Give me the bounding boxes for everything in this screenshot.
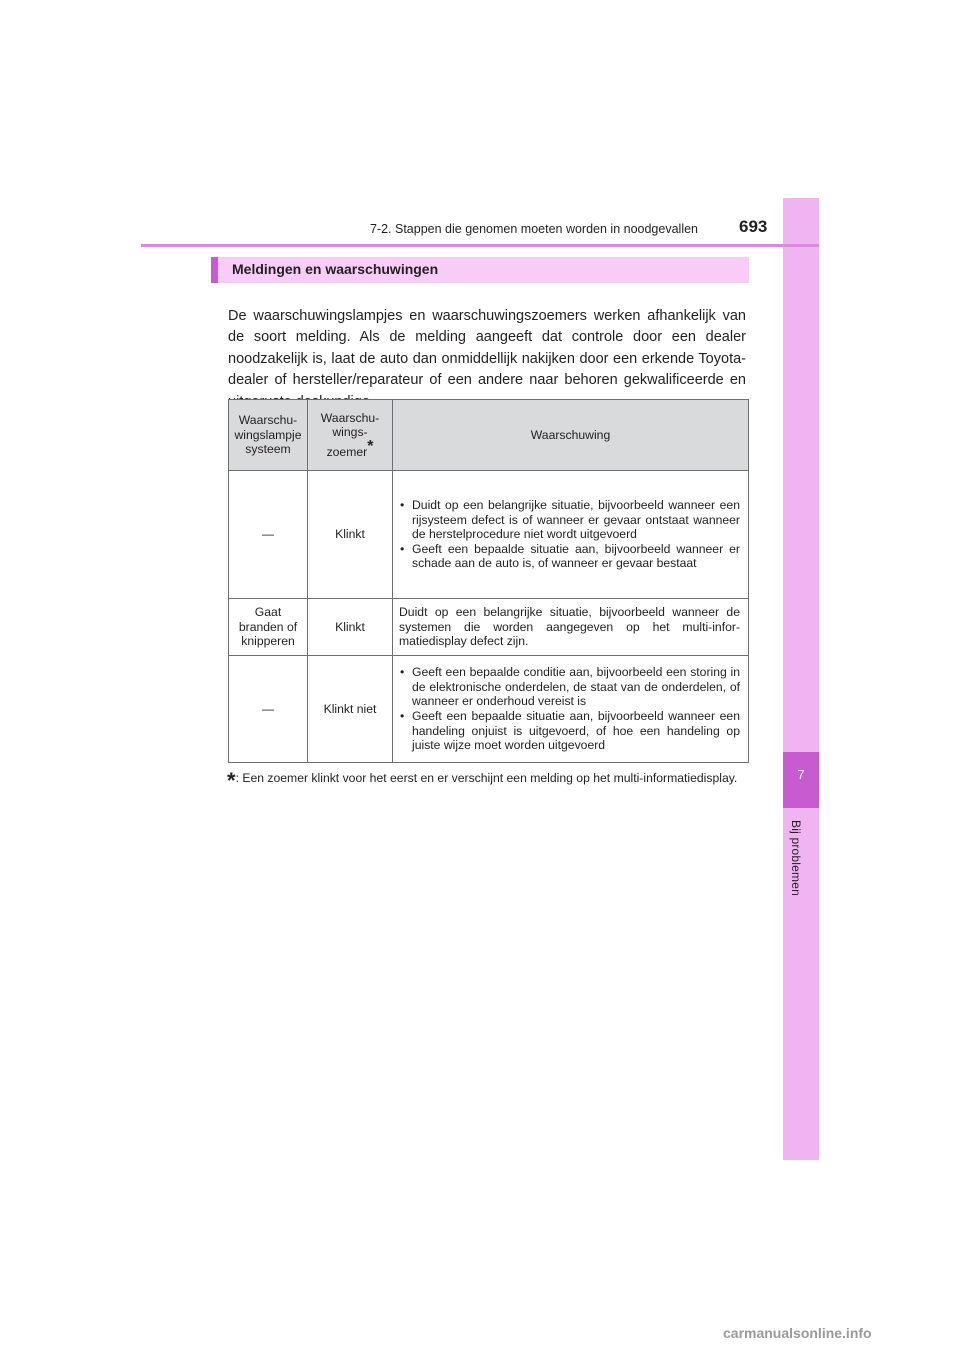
row1-bullet-1: • Duidt op een belangrijke situatie, bijvoorbeeld wanneer een rijsysteem defect is of wanneer er gevaar ontstaat wanneer de herstelprocedure niet wordt uitgevoerd [399, 498, 740, 542]
page-number: 693 [739, 217, 768, 236]
intro-paragraph: De waarschuwingslampjes en waarschuwingszoemers werken afhankelijk van de soort melding. Als de melding aangeeft dat controle door een dealer noodzakelijk is, laat de auto dan onmiddellijk nakijken door een erkende Toyota-dealer of hersteller/reparateur of een andere naar behoren gekwalificeerde en [228, 307, 746, 388]
section-title: Meldingen en waarschuwingen [232, 261, 439, 277]
chapter-number: 7 [797, 767, 805, 782]
warning-table [228, 399, 749, 763]
header-buzzer-footnote-mark: * [367, 437, 374, 455]
table-row [229, 656, 749, 763]
row3-buzzer: Klinkt niet [308, 656, 393, 763]
row3-bullet-2: • Geeft een bepaalde situatie aan, bijvoorbeeld wanneer een handeling onjuist is uitgevoerd, of hoe een handeling op juiste wijze moet worden uitgevoerd [399, 709, 740, 753]
row1-bullet-2: • Geeft een bepaalde situatie aan, bijvoorbeeld wanneer er schade aan de auto is, of wanneer er gevaar bestaat [399, 542, 740, 571]
section-heading-bar [211, 257, 749, 283]
footnote-mark: * [227, 768, 236, 793]
row2-warning: Duidt op een belangrijke situatie, bijvoorbeeld wanneer de systemen die worden aangegeven op het multi-informatiedisplay defect zijn. [393, 599, 749, 656]
watermark: carmanualsonline.info [723, 1325, 872, 1341]
footnote [227, 768, 747, 793]
header-warning: Waarschuwing [393, 400, 749, 471]
table-header-row [229, 400, 749, 471]
chapter-label: Bij problemen [789, 820, 803, 896]
header-lamp: Waarschuwingslampje systeem [229, 400, 308, 471]
row2-buzzer: Klinkt [308, 599, 393, 656]
row2-lamp: Gaat branden of knipperen [229, 599, 308, 656]
header-buzzer [308, 400, 393, 471]
running-header: 7-2. Stappen die genomen moeten worden in noodgevallen [369, 222, 698, 236]
footnote-text: : Een zoemer klinkt voor het eerst en er verschijnt een melding op het multi-informatiedisplay. [235, 771, 738, 785]
table-row [229, 599, 749, 656]
row1-lamp: — [229, 471, 308, 599]
row1-buzzer: Klinkt [308, 471, 393, 599]
header-buzzer-label: Waarschuwingszoemer [320, 410, 380, 459]
row1-warning [393, 471, 749, 599]
row3-lamp: — [229, 656, 308, 763]
table-row [229, 471, 749, 599]
side-tab-strip [783, 198, 819, 1160]
header-rule [141, 244, 819, 247]
row3-warning [393, 656, 749, 763]
row3-bullet-1: • Geeft een bepaalde conditie aan, bijvoorbeeld een storing in de elektronische onderdelen, de staat van de onderdelen, of wanneer er onderhoud vereist is [399, 665, 740, 709]
